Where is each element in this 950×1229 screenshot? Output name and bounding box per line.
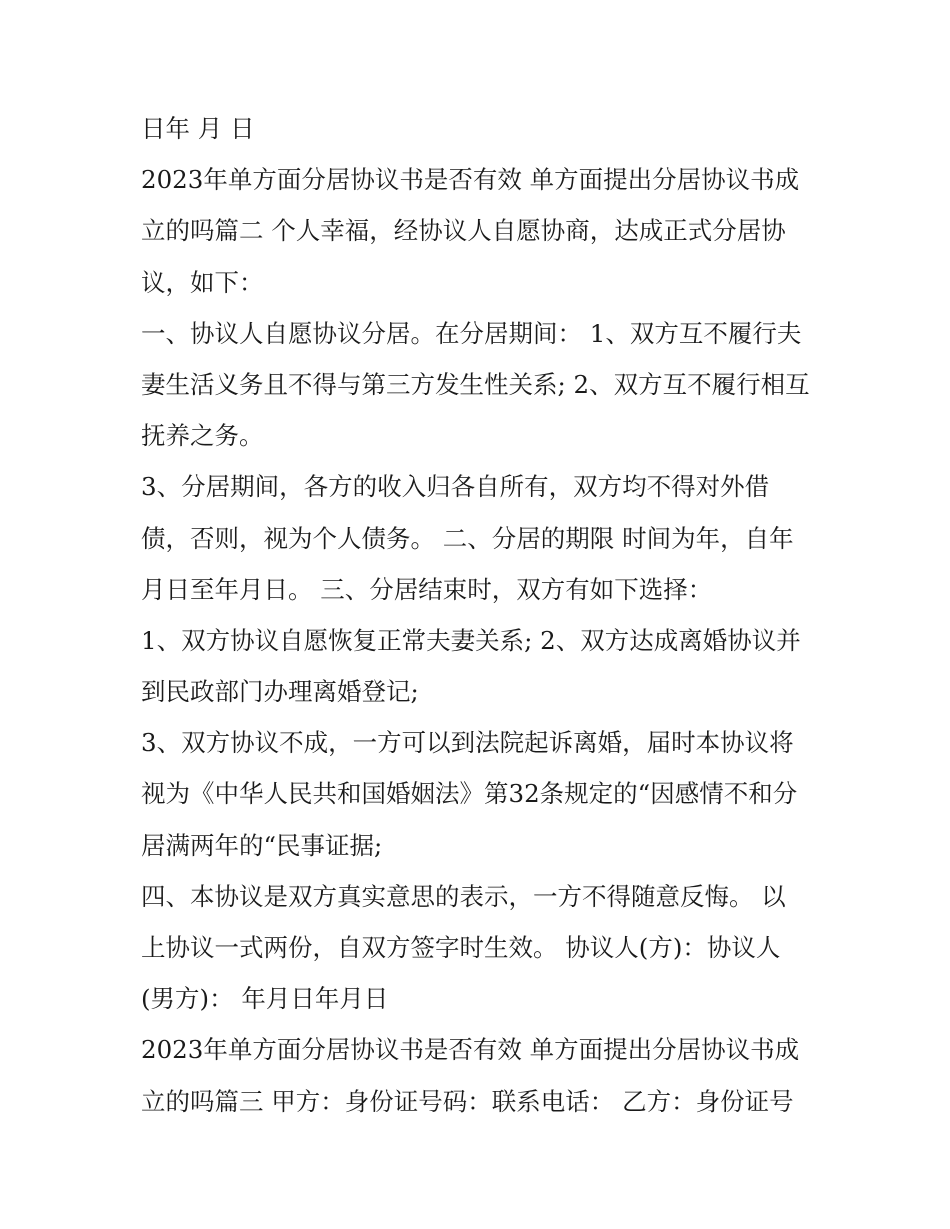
document-body xyxy=(141,103,831,1127)
text-line: (男方)： 年月日年月日 xyxy=(141,984,389,1014)
text-line: 到民政部门办理离婚登记; xyxy=(141,677,419,707)
text-line: 日年 月 日 xyxy=(141,114,255,143)
text-line: 妻生活义务且不得与第三方发生性关系; 2、双方互不履行相互 xyxy=(141,369,810,399)
text-line: 2023年单方面分居协议书是否有效 单方面提出分居协议书成 xyxy=(141,165,800,195)
text-line: 债，否则，视为个人债务。 二、分居的期限 时间为年，自年 xyxy=(141,523,794,553)
text-line: 3、分居期间，各方的收入归各自所有，双方均不得对外借 xyxy=(141,472,770,502)
text-line: 抚养之务。 xyxy=(141,421,264,451)
text-line: 议，如下： xyxy=(141,267,264,297)
text-line: 2023年单方面分居协议书是否有效 单方面提出分居协议书成 xyxy=(141,1035,800,1065)
text-line: 3、双方协议不成，一方可以到法院起诉离婚，届时本协议将 xyxy=(141,728,794,758)
text-line: 立的吗篇三 甲方：身份证号码：联系电话： 乙方：身份证号 xyxy=(141,1086,794,1116)
text-line: 月日至年月日。 三、分居结束时，双方有如下选择： xyxy=(141,574,713,604)
text-line: 一、协议人自愿协议分居。在分居期间： 1、双方互不履行夫 xyxy=(141,318,802,348)
text-line: 四、本协议是双方真实意思的表示，一方不得随意反悔。 以 xyxy=(141,881,786,911)
text-line: 上协议一式两份，自双方签字时生效。 协议人(方)：协议人 xyxy=(141,933,781,962)
text-line: 视为《中华人民共和国婚姻法》第32条规定的“因感情不和分 xyxy=(141,779,798,809)
text-line: 立的吗篇二 个人幸福，经协议人自愿协商，达成正式分居协 xyxy=(141,216,786,246)
text-line: 居满两年的“民事证据; xyxy=(141,830,383,860)
text-line: 1、双方协议自愿恢复正常夫妻关系; 2、双方达成离婚协议并 xyxy=(141,625,801,655)
